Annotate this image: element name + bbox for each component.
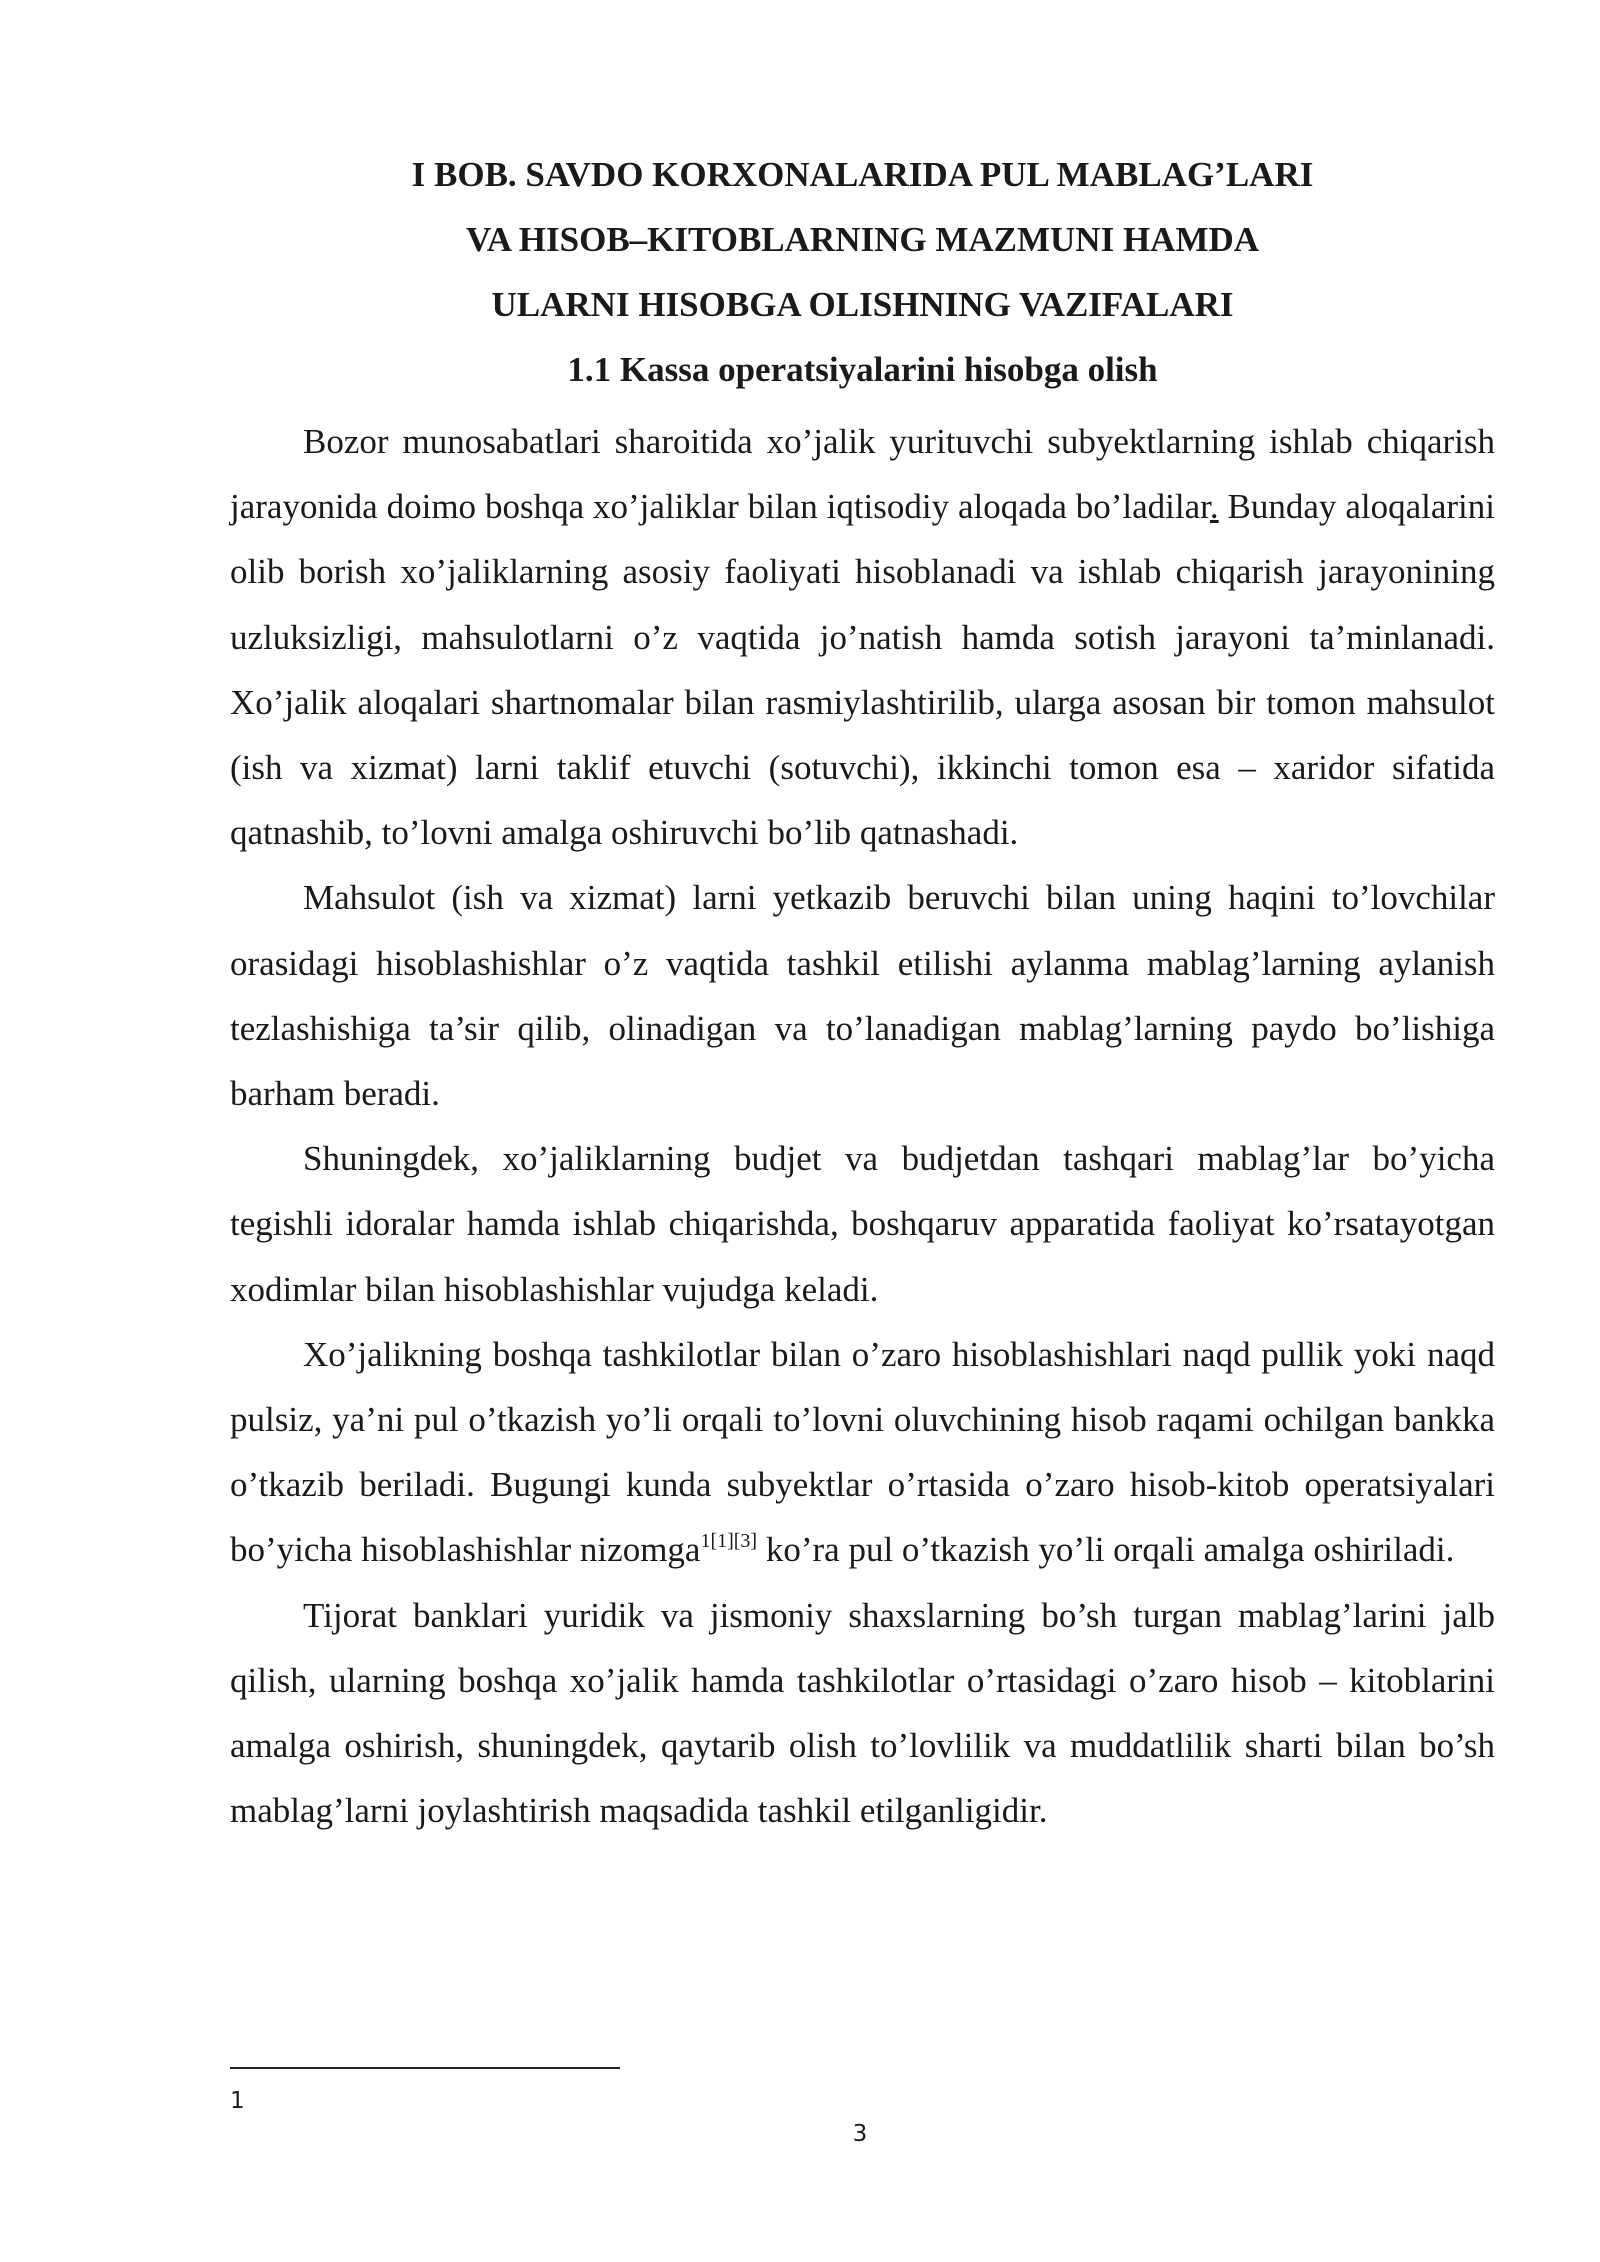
- paragraph-1-rest: Bunday aloqalarini olib borish xo’jaliklarning asosiy faoliyati hisoblanadi va ishlab chiqarish jarayonining uzluksizligi, mahsulotlarni o’z vaqtida jo’natish hamda sotish jarayoni ta’minlanadi. Xo’jalik aloqalari shartnomalar bilan rasmiylashtirilib, ularga asosan bir tomon mahsulot (ish va xizmat) larni taklif etuvchi (sotuvchi), ikkinchi tomon esa – xaridor sifatida qatnashib, to’lovni amalga oshiruvchi bo’lib qatnashadi.: [230, 487, 1495, 853]
- chapter-title-line-1: I BOB. SAVDO KORXONALARIDA PUL MABLAG’LARI: [411, 155, 1314, 194]
- footnote-reference[interactable]: 1[1][3]: [700, 1530, 758, 1553]
- paragraph-1: [230, 409, 1495, 865]
- paragraph-5: Tijorat banklari yuridik va jismoniy shaxslarning bo’sh turgan mablag’larini jalb qilish, ularning boshqa xo’jalik hamda tashkilotlar o’rtasidagi o’zaro hisob – kitoblarini amalga oshirish, shuningdek, qaytarib olish to’lovlilik va muddatlilik sharti bilan bo’sh mablag’larni joylashtirish maqsadida tashkil etilganligidir.: [230, 1595, 1495, 1831]
- chapter-title-line-2: VA HISOB–KITOBLARNING MAZMUNI HAMDA: [465, 220, 1260, 259]
- paragraph-1-main: Bozor munosabatlari sharoitida xo’jalik yurituvchi subyektlarning ishlab chiqarish jarayonida doimo boshqa xo’jaliklar bilan iqtisodiy aloqada bo’ladilar: [230, 422, 1495, 527]
- footnote-number: 1: [230, 2088, 245, 2114]
- paragraph-1-underlined-dot: .: [1209, 487, 1219, 527]
- paragraph-3: Shuningdek, xo’jaliklarning budjet va budjetdan tashqari mablag’lar bo’yicha tegishli idoralar hamda ishlab chiqarishda, boshqaruv apparatida faoliyat ko’rsatayotgan xodimlar bilan hisoblashishlar vujudga keladi.: [230, 1139, 1495, 1309]
- page-number: 3: [852, 2121, 868, 2147]
- paragraph-4: [230, 1322, 1495, 1583]
- paragraph-4-after: ko’ra pul o’tkazish yo’li orqali amalga oshiriladi.: [757, 1530, 1455, 1570]
- body-text: [230, 409, 1495, 1843]
- paragraph-4-before: Xo’jalikning boshqa tashkilotlar bilan o’zaro hisoblashishlari naqd pullik yoki naqd pulsiz, ya’ni pul o’tkazish yo’li orqali to’lovni oluvchining hisob raqami ochilgan bankka o’tkazib beriladi. Bugungi kunda subyektlar o’rtasida o’zaro hisob-kitob operatsiyalari bo’yicha hisoblashishlar nizomga: [230, 1334, 1495, 1570]
- chapter-title-line-3: ULARNI HISOBGA OLISHNING VAZIFALARI: [491, 285, 1234, 324]
- footnote-separator: [230, 2067, 620, 2069]
- section-title: 1.1 Kassa operatsiyalarini hisobga olish: [567, 350, 1158, 389]
- paragraph-2: Mahsulot (ish va xizmat) larni yetkazib beruvchi bilan uning haqini to’lovchilar orasidagi hisoblashishlar o’z vaqtida tashkil etilishi aylanma mablag’larning aylanish tezlashishiga ta’sir qilib, olinadigan va to’lanadigan mablag’larning paydo bo’lishiga barham beradi.: [230, 878, 1495, 1114]
